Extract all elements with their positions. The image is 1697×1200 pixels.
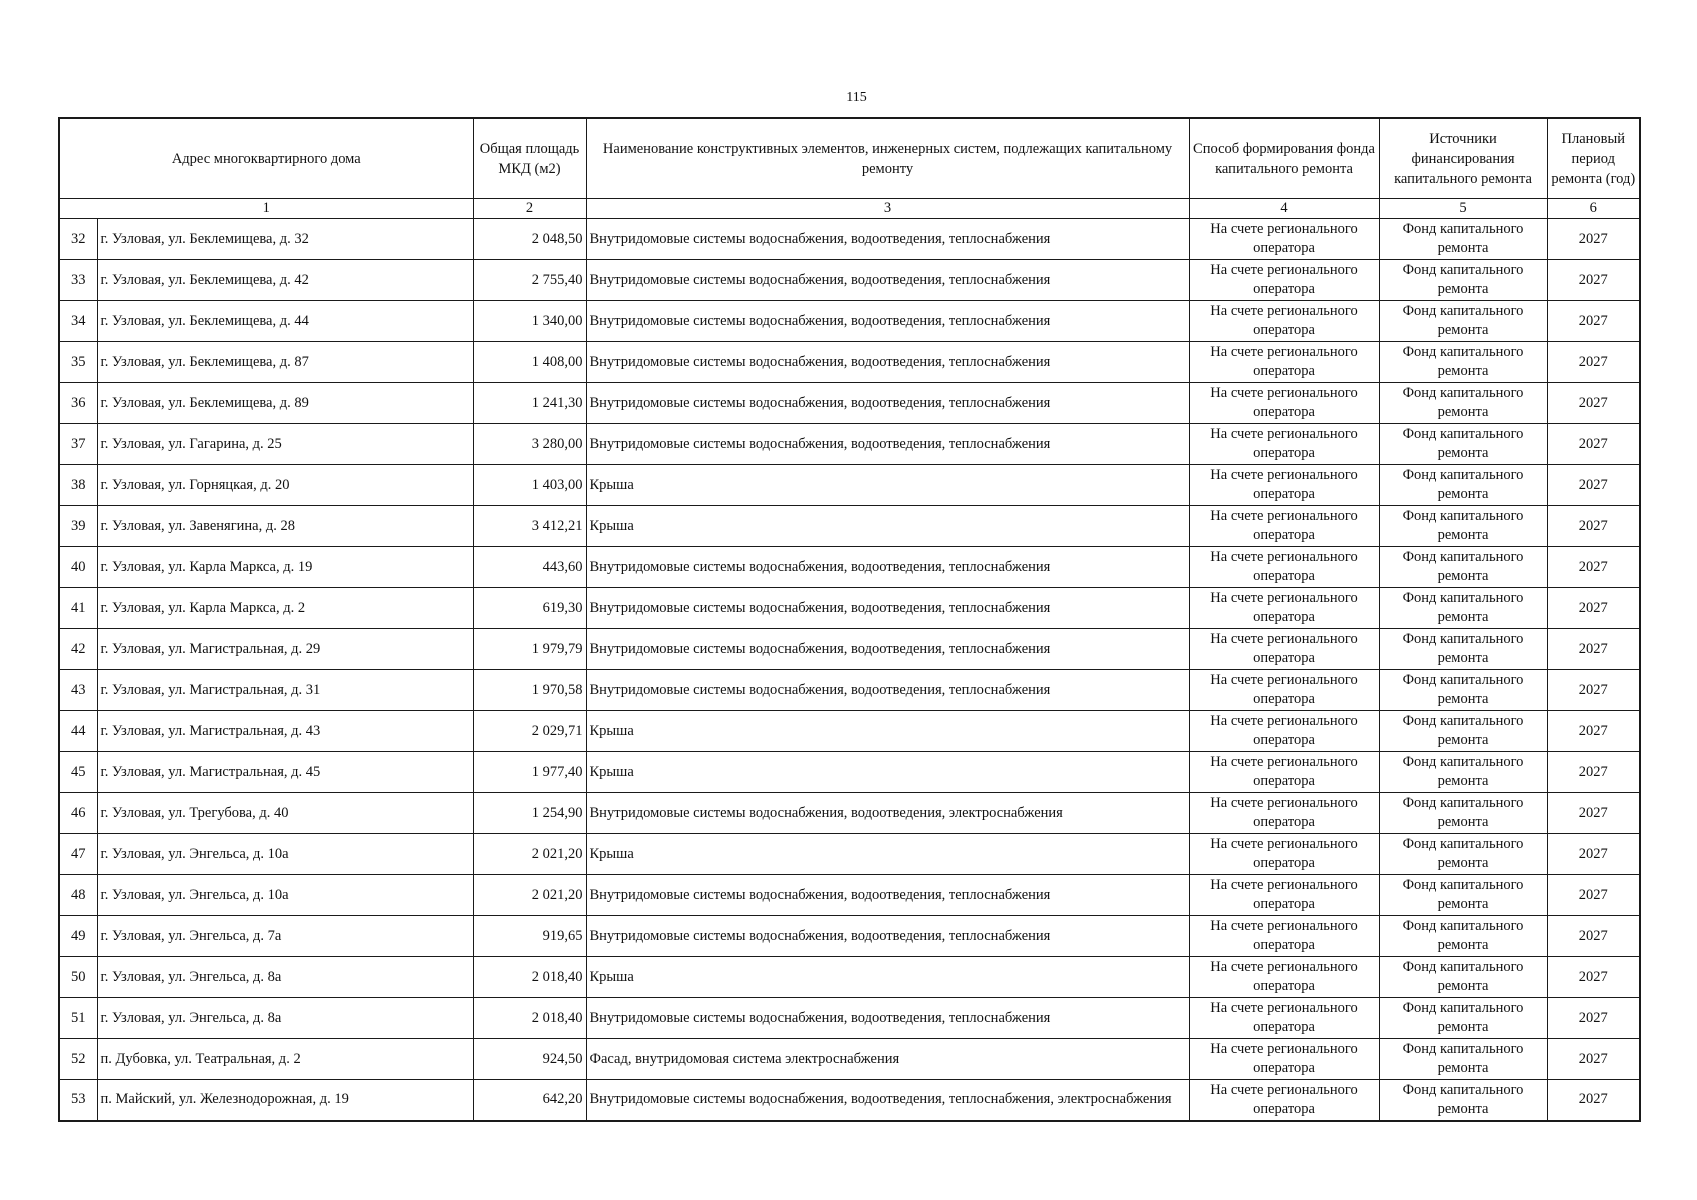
area-cell: 3 280,00 [473, 424, 586, 465]
area-cell: 1 241,30 [473, 383, 586, 424]
source-cell: Фонд капитального ремонта [1379, 588, 1547, 629]
year-cell: 2027 [1547, 875, 1640, 916]
elements-cell: Крыша [586, 711, 1189, 752]
elements-cell: Крыша [586, 834, 1189, 875]
year-cell: 2027 [1547, 588, 1640, 629]
elements-cell: Внутридомовые системы водоснабжения, водоотведения, теплоснабжения [586, 383, 1189, 424]
address-cell: п. Майский, ул. Железнодорожная, д. 19 [97, 1080, 473, 1121]
year-cell: 2027 [1547, 260, 1640, 301]
method-cell: На счете регионального оператора [1189, 752, 1379, 793]
row-number: 35 [59, 342, 97, 383]
row-number: 32 [59, 219, 97, 260]
elements-cell: Крыша [586, 465, 1189, 506]
method-cell: На счете регионального оператора [1189, 1039, 1379, 1080]
year-cell: 2027 [1547, 219, 1640, 260]
method-cell: На счете регионального оператора [1189, 793, 1379, 834]
row-number: 39 [59, 506, 97, 547]
source-cell: Фонд капитального ремонта [1379, 793, 1547, 834]
address-cell: г. Узловая, ул. Беклемищева, д. 87 [97, 342, 473, 383]
year-cell: 2027 [1547, 957, 1640, 998]
table-row [59, 793, 1640, 834]
row-number: 37 [59, 424, 97, 465]
table-row [59, 916, 1640, 957]
table-row [59, 424, 1640, 465]
address-cell: г. Узловая, ул. Карла Маркса, д. 19 [97, 547, 473, 588]
column-number: 1 [59, 199, 473, 219]
elements-cell: Внутридомовые системы водоснабжения, водоотведения, теплоснабжения [586, 670, 1189, 711]
header-elements: Наименование конструктивных элементов, инженерных систем, подлежащих капитальному ремонту [586, 118, 1189, 199]
row-number: 33 [59, 260, 97, 301]
elements-cell: Внутридомовые системы водоснабжения, водоотведения, теплоснабжения [586, 342, 1189, 383]
year-cell: 2027 [1547, 752, 1640, 793]
repair-plan-table [58, 117, 1641, 1122]
area-cell: 1 970,58 [473, 670, 586, 711]
source-cell: Фонд капитального ремонта [1379, 424, 1547, 465]
column-number: 6 [1547, 199, 1640, 219]
address-cell: г. Узловая, ул. Трегубова, д. 40 [97, 793, 473, 834]
method-cell: На счете регионального оператора [1189, 424, 1379, 465]
elements-cell: Внутридомовые системы водоснабжения, водоотведения, теплоснабжения, электроснабжения [586, 1080, 1189, 1121]
elements-cell: Внутридомовые системы водоснабжения, водоотведения, теплоснабжения [586, 875, 1189, 916]
header-address: Адрес многоквартирного дома [59, 118, 473, 199]
method-cell: На счете регионального оператора [1189, 834, 1379, 875]
elements-cell: Крыша [586, 506, 1189, 547]
address-cell: г. Узловая, ул. Гагарина, д. 25 [97, 424, 473, 465]
row-number: 46 [59, 793, 97, 834]
year-cell: 2027 [1547, 424, 1640, 465]
row-number: 47 [59, 834, 97, 875]
row-number: 41 [59, 588, 97, 629]
method-cell: На счете регионального оператора [1189, 916, 1379, 957]
method-cell: На счете регионального оператора [1189, 957, 1379, 998]
table-row [59, 506, 1640, 547]
column-number: 2 [473, 199, 586, 219]
source-cell: Фонд капитального ремонта [1379, 506, 1547, 547]
area-cell: 1 254,90 [473, 793, 586, 834]
row-number: 52 [59, 1039, 97, 1080]
address-cell: г. Узловая, ул. Магистральная, д. 29 [97, 629, 473, 670]
address-cell: г. Узловая, ул. Энгельса, д. 8а [97, 998, 473, 1039]
table-row [59, 547, 1640, 588]
year-cell: 2027 [1547, 834, 1640, 875]
area-cell: 619,30 [473, 588, 586, 629]
year-cell: 2027 [1547, 383, 1640, 424]
method-cell: На счете регионального оператора [1189, 670, 1379, 711]
method-cell: На счете регионального оператора [1189, 998, 1379, 1039]
method-cell: На счете регионального оператора [1189, 260, 1379, 301]
elements-cell: Внутридомовые системы водоснабжения, водоотведения, теплоснабжения [586, 588, 1189, 629]
year-cell: 2027 [1547, 342, 1640, 383]
year-cell: 2027 [1547, 711, 1640, 752]
elements-cell: Крыша [586, 752, 1189, 793]
area-cell: 1 979,79 [473, 629, 586, 670]
table-header-row [59, 118, 1640, 199]
address-cell: г. Узловая, ул. Энгельса, д. 10а [97, 875, 473, 916]
year-cell: 2027 [1547, 916, 1640, 957]
table-row [59, 465, 1640, 506]
source-cell: Фонд капитального ремонта [1379, 998, 1547, 1039]
year-cell: 2027 [1547, 629, 1640, 670]
area-cell: 2 018,40 [473, 998, 586, 1039]
area-cell: 2 021,20 [473, 834, 586, 875]
area-cell: 2 018,40 [473, 957, 586, 998]
row-number: 42 [59, 629, 97, 670]
elements-cell: Внутридомовые системы водоснабжения, водоотведения, теплоснабжения [586, 916, 1189, 957]
source-cell: Фонд капитального ремонта [1379, 301, 1547, 342]
year-cell: 2027 [1547, 506, 1640, 547]
year-cell: 2027 [1547, 1080, 1640, 1121]
area-cell: 2 048,50 [473, 219, 586, 260]
year-cell: 2027 [1547, 465, 1640, 506]
method-cell: На счете регионального оператора [1189, 342, 1379, 383]
year-cell: 2027 [1547, 670, 1640, 711]
method-cell: На счете регионального оператора [1189, 629, 1379, 670]
source-cell: Фонд капитального ремонта [1379, 1039, 1547, 1080]
table-row [59, 342, 1640, 383]
table-row [59, 629, 1640, 670]
address-cell: п. Дубовка, ул. Театральная, д. 2 [97, 1039, 473, 1080]
address-cell: г. Узловая, ул. Энгельса, д. 10а [97, 834, 473, 875]
row-number: 49 [59, 916, 97, 957]
elements-cell: Крыша [586, 957, 1189, 998]
table-row [59, 957, 1640, 998]
elements-cell: Внутридомовые системы водоснабжения, водоотведения, теплоснабжения [586, 424, 1189, 465]
method-cell: На счете регионального оператора [1189, 219, 1379, 260]
area-cell: 1 340,00 [473, 301, 586, 342]
header-method: Способ формирования фонда капитального ремонта [1189, 118, 1379, 199]
row-number: 43 [59, 670, 97, 711]
source-cell: Фонд капитального ремонта [1379, 1080, 1547, 1121]
year-cell: 2027 [1547, 793, 1640, 834]
row-number: 40 [59, 547, 97, 588]
header-area: Общая площадь МКД (м2) [473, 118, 586, 199]
address-cell: г. Узловая, ул. Беклемищева, д. 44 [97, 301, 473, 342]
table-row [59, 1039, 1640, 1080]
row-number: 48 [59, 875, 97, 916]
elements-cell: Внутридомовые системы водоснабжения, водоотведения, теплоснабжения [586, 301, 1189, 342]
year-cell: 2027 [1547, 998, 1640, 1039]
table-row [59, 711, 1640, 752]
table-body [59, 219, 1640, 1121]
year-cell: 2027 [1547, 301, 1640, 342]
row-number: 53 [59, 1080, 97, 1121]
address-cell: г. Узловая, ул. Беклемищева, д. 32 [97, 219, 473, 260]
address-cell: г. Узловая, ул. Энгельса, д. 7а [97, 916, 473, 957]
row-number: 50 [59, 957, 97, 998]
row-number: 36 [59, 383, 97, 424]
elements-cell: Внутридомовые системы водоснабжения, водоотведения, теплоснабжения [586, 547, 1189, 588]
source-cell: Фонд капитального ремонта [1379, 711, 1547, 752]
address-cell: г. Узловая, ул. Магистральная, д. 31 [97, 670, 473, 711]
row-number: 38 [59, 465, 97, 506]
address-cell: г. Узловая, ул. Магистральная, д. 45 [97, 752, 473, 793]
table-row [59, 588, 1640, 629]
elements-cell: Внутридомовые системы водоснабжения, водоотведения, электроснабжения [586, 793, 1189, 834]
area-cell: 2 755,40 [473, 260, 586, 301]
elements-cell: Внутридомовые системы водоснабжения, водоотведения, теплоснабжения [586, 998, 1189, 1039]
table-row [59, 260, 1640, 301]
table-row [59, 752, 1640, 793]
row-number: 34 [59, 301, 97, 342]
method-cell: На счете регионального оператора [1189, 711, 1379, 752]
elements-cell: Внутридомовые системы водоснабжения, водоотведения, теплоснабжения [586, 219, 1189, 260]
address-cell: г. Узловая, ул. Беклемищева, д. 42 [97, 260, 473, 301]
source-cell: Фонд капитального ремонта [1379, 916, 1547, 957]
table-row [59, 998, 1640, 1039]
source-cell: Фонд капитального ремонта [1379, 547, 1547, 588]
area-cell: 2 029,71 [473, 711, 586, 752]
year-cell: 2027 [1547, 1039, 1640, 1080]
source-cell: Фонд капитального ремонта [1379, 670, 1547, 711]
area-cell: 2 021,20 [473, 875, 586, 916]
table-row [59, 670, 1640, 711]
area-cell: 1 403,00 [473, 465, 586, 506]
elements-cell: Фасад, внутридомовая система электроснабжения [586, 1039, 1189, 1080]
method-cell: На счете регионального оператора [1189, 465, 1379, 506]
method-cell: На счете регионального оператора [1189, 383, 1379, 424]
method-cell: На счете регионального оператора [1189, 506, 1379, 547]
source-cell: Фонд капитального ремонта [1379, 465, 1547, 506]
method-cell: На счете регионального оператора [1189, 301, 1379, 342]
area-cell: 924,50 [473, 1039, 586, 1080]
column-number: 5 [1379, 199, 1547, 219]
column-number: 4 [1189, 199, 1379, 219]
area-cell: 642,20 [473, 1080, 586, 1121]
source-cell: Фонд капитального ремонта [1379, 629, 1547, 670]
source-cell: Фонд капитального ремонта [1379, 383, 1547, 424]
row-number: 44 [59, 711, 97, 752]
area-cell: 3 412,21 [473, 506, 586, 547]
area-cell: 1 408,00 [473, 342, 586, 383]
address-cell: г. Узловая, ул. Беклемищева, д. 89 [97, 383, 473, 424]
source-cell: Фонд капитального ремонта [1379, 219, 1547, 260]
method-cell: На счете регионального оператора [1189, 1080, 1379, 1121]
elements-cell: Внутридомовые системы водоснабжения, водоотведения, теплоснабжения [586, 260, 1189, 301]
area-cell: 919,65 [473, 916, 586, 957]
header-period: Плановый период ремонта (год) [1547, 118, 1640, 199]
address-cell: г. Узловая, ул. Завенягина, д. 28 [97, 506, 473, 547]
year-cell: 2027 [1547, 547, 1640, 588]
source-cell: Фонд капитального ремонта [1379, 342, 1547, 383]
area-cell: 443,60 [473, 547, 586, 588]
table-row [59, 834, 1640, 875]
address-cell: г. Узловая, ул. Карла Маркса, д. 2 [97, 588, 473, 629]
column-number: 3 [586, 199, 1189, 219]
address-cell: г. Узловая, ул. Энгельса, д. 8а [97, 957, 473, 998]
source-cell: Фонд капитального ремонта [1379, 752, 1547, 793]
row-number: 45 [59, 752, 97, 793]
table-row [59, 301, 1640, 342]
area-cell: 1 977,40 [473, 752, 586, 793]
page-number: 115 [846, 90, 867, 105]
elements-cell: Внутридомовые системы водоснабжения, водоотведения, теплоснабжения [586, 629, 1189, 670]
row-number: 51 [59, 998, 97, 1039]
header-source: Источники финансирования капитального ремонта [1379, 118, 1547, 199]
source-cell: Фонд капитального ремонта [1379, 957, 1547, 998]
table-row [59, 875, 1640, 916]
method-cell: На счете регионального оператора [1189, 547, 1379, 588]
address-cell: г. Узловая, ул. Магистральная, д. 43 [97, 711, 473, 752]
table-row [59, 1080, 1640, 1121]
source-cell: Фонд капитального ремонта [1379, 875, 1547, 916]
source-cell: Фонд капитального ремонта [1379, 834, 1547, 875]
table-row [59, 383, 1640, 424]
address-cell: г. Узловая, ул. Горняцкая, д. 20 [97, 465, 473, 506]
column-number-row [59, 199, 1640, 219]
method-cell: На счете регионального оператора [1189, 875, 1379, 916]
method-cell: На счете регионального оператора [1189, 588, 1379, 629]
source-cell: Фонд капитального ремонта [1379, 260, 1547, 301]
table-row [59, 219, 1640, 260]
